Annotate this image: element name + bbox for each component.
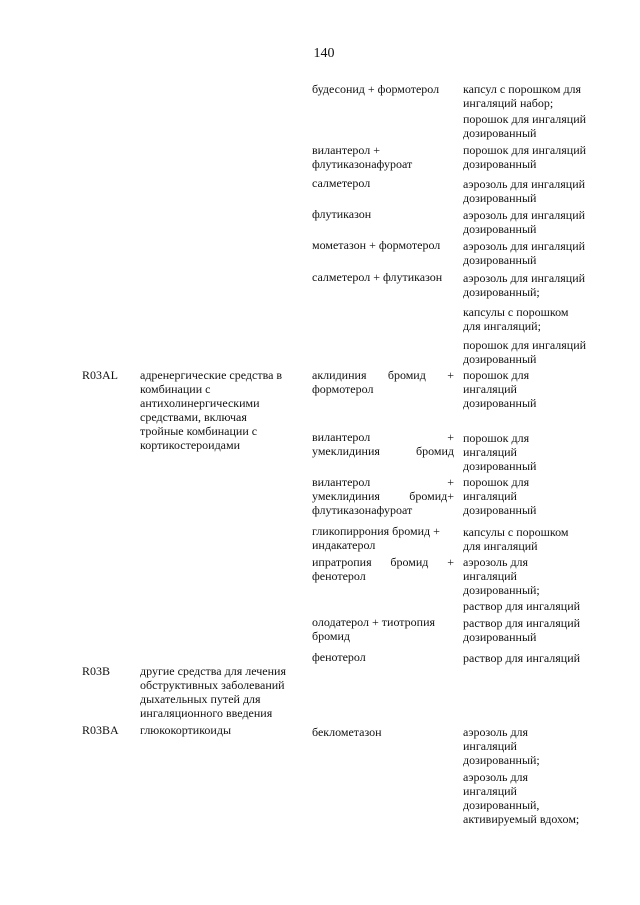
dosage-form: порошок для ингаляций дозированный — [463, 338, 587, 366]
dosage-form: раствор для ингаляций дозированный — [463, 616, 581, 644]
dosage-form: порошок для ингаляций дозированный — [463, 112, 587, 140]
drug-name: вилантерол + умеклидиния бромид — [312, 430, 454, 458]
pharmacological-group: другие средства для лечения обструктивных заболеваний дыхательных путей для ингаляционного введения — [140, 664, 286, 720]
dosage-form: капсул с порошком для ингаляций набор; — [463, 82, 582, 110]
dosage-form: раствор для ингаляций — [463, 651, 581, 665]
atc-code: R03BA — [82, 723, 119, 737]
drug-name: флутиказон — [312, 207, 372, 221]
drug-name: салметерол — [312, 176, 371, 190]
page-number: 140 — [313, 46, 335, 61]
drug-name: салметерол + флутиказон — [312, 270, 443, 284]
drug-name: ипратропия бромид + фенотерол — [312, 555, 454, 583]
drug-name: будесонид + формотерол — [312, 82, 440, 96]
drug-name: вилантерол + флутиказонафуроат — [312, 143, 413, 171]
atc-code: R03B — [82, 664, 111, 678]
dosage-form: аэрозоль для ингаляций дозированный; — [463, 271, 586, 299]
dosage-form: аэрозоль для ингаляций дозированный — [463, 239, 586, 267]
drug-name: вилантерол + умеклидиния бромид+ флутиказонафуроат — [312, 475, 454, 517]
dosage-form: порошок для ингаляций дозированный — [463, 368, 537, 410]
dosage-form: аэрозоль для ингаляций дозированный — [463, 177, 586, 205]
dosage-form: порошок для ингаляций дозированный — [463, 475, 537, 517]
drug-name: фенотерол — [312, 650, 366, 664]
pharmacological-group: адренергические средства в комбинации с антихолинергическими средствами, включая тройные комбинации с кортикостероидами — [140, 368, 283, 452]
drug-name: гликопиррония бромид + индакатерол — [312, 524, 440, 552]
drug-name: олодатерол + тиотропия бромид — [312, 615, 436, 643]
pharmacological-group: глюкокортикоиды — [140, 723, 232, 737]
dosage-form: раствор для ингаляций — [463, 599, 581, 613]
dosage-form: аэрозоль для ингаляций дозированный; — [463, 725, 540, 767]
dosage-form: аэрозоль для ингаляций дозированный; — [463, 555, 540, 597]
atc-code: R03AL — [82, 368, 118, 382]
dosage-form: капсулы с порошком для ингаляций; — [463, 305, 569, 333]
drug-name: беклометазон — [312, 725, 382, 739]
dosage-form: капсулы с порошком для ингаляций — [463, 525, 569, 553]
drug-name: аклидиния бромид + формотерол — [312, 368, 454, 396]
drug-name: мометазон + формотерол — [312, 238, 441, 252]
dosage-form: порошок для ингаляций дозированный — [463, 143, 587, 171]
dosage-form: порошок для ингаляций дозированный — [463, 431, 537, 473]
dosage-form: аэрозоль для ингаляций дозированный, активируемый вдохом; — [463, 770, 580, 826]
dosage-form: аэрозоль для ингаляций дозированный — [463, 208, 586, 236]
